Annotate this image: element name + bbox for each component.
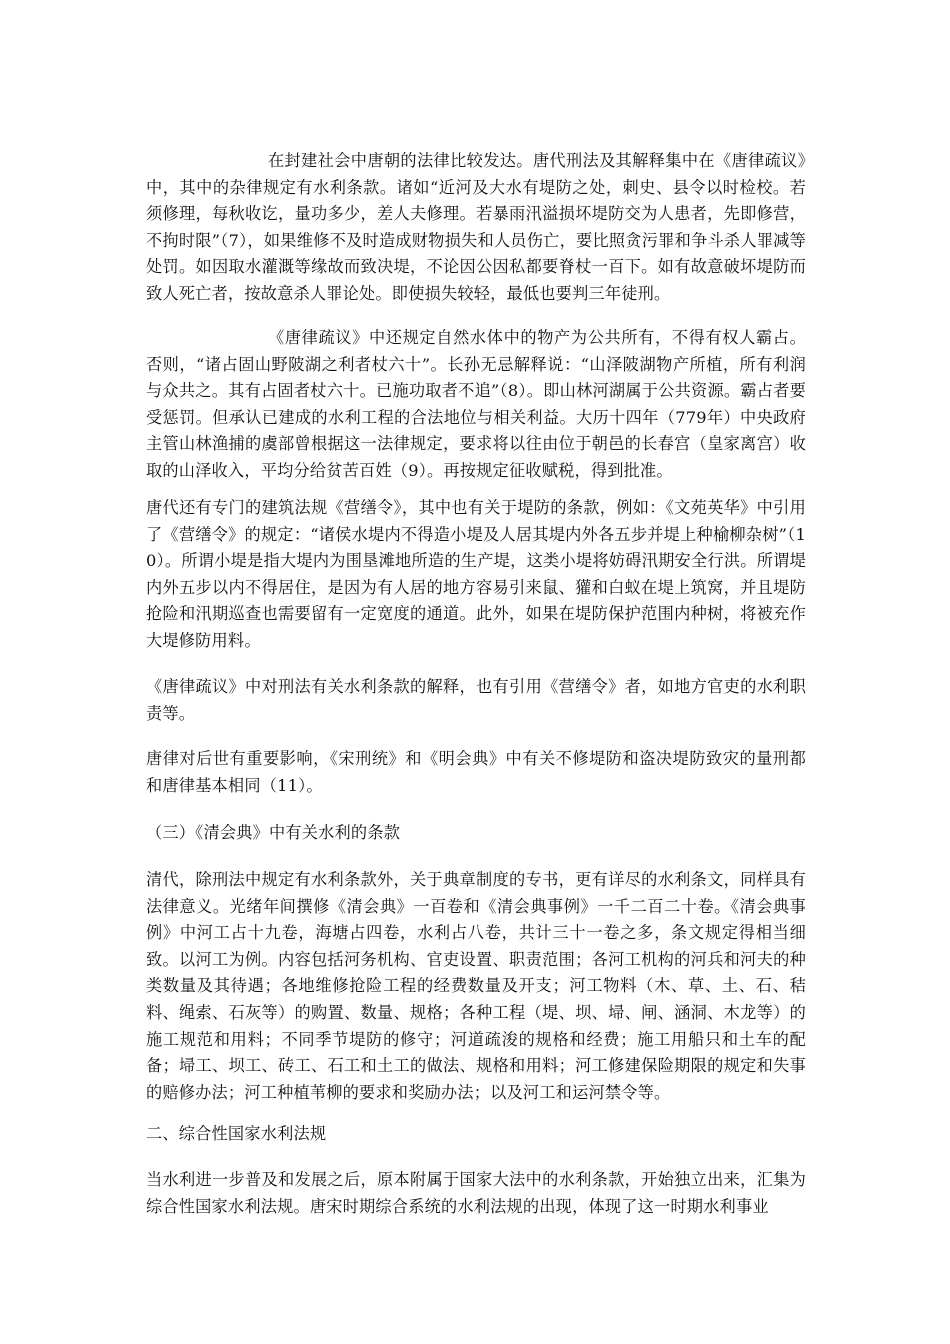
paragraph-interpretation: 《唐律疏议》中对刑法有关水利条款的解释，也有引用《营缮令》者，如地方官吏的水利职责等。 [146,677,806,723]
paragraph-public-resources: 《唐律疏议》中还规定自然水体中的物产为公共所有，不得有权人霸占。否则，“诸占固山野陂湖之利者杖六十”。长孙无忌解释说：“山泽陂湖物产所植，所有利润与众共之。其有占固者杖六十。已施功取者不追”（8）。即山林河湖属于公共资源。霸占者要受惩罚。但承认已建成的水利工程的合法地位与相关利益。大历十四年（779年）中央政府主管山林渔捕的虞部曾根据这一法律规定，要求将以往由位于朝邑的长春宫（皇家离宫）收取的山泽收入，平均分给贫苦百姓（9）。再按规定征收赋税，得到批准。 [146,328,806,480]
paragraph-construction-code: 唐代还有专门的建筑法规《营缮令》，其中也有关于堤防的条款，例如：《文苑英华》中引用了《营缮令》的规定：“诸侯水堤内不得造小堤及人居其堤内外各五步并堤上种榆柳杂树”（10）。所谓小堤是指大堤内为围垦滩地所造的生产堤，这类小堤将妨碍汛期安全行洪。所谓堤内外五步以内不得居住，是因为有人居的地方容易引来鼠、獾和白蚁在堤上筑窝，并且堤防抢险和汛期巡查也需要留有一定宽度的通道。此外，如果在堤防保护范围内种树，将被充作大堤修防用料。 [146,498,806,650]
paragraph-later-influence: 唐律对后世有重要影响，《宋刑统》和《明会典》中有关不修堤防和盗决堤防致灾的量刑都和唐律基本相同（11）。 [146,749,806,795]
paragraph-comprehensive-law: 当水利进一步普及和发展之后，原本附属于国家大法中的水利条款，开始独立出来，汇集为综合性国家水利法规。唐宋时期综合系统的水利法规的出现，体现了这一时期水利事业 [146,1170,806,1216]
paragraph-qing-dynasty: 清代，除刑法中规定有水利条款外，关于典章制度的专书，更有详尽的水利条文，同样具有法律意义。光绪年间撰修《清会典》一百卷和《清会典事例》一千二百二十卷。《清会典事例》中河工占十九卷，海塘占四卷，水利占八卷，共计三十一卷之多，条文规定得相当细致。以河工为例。内容包括河务机构、官吏设置、职责范围；各河工机构的河兵和河夫的种类数量及其待遇；各地维修抢险工程的经费数量及开支；河工物料（木、草、土、石、秸料、绳索、石灰等）的购置、数量、规格；各种工程（堤、坝、埽、闸、涵洞、木龙等）的施工规范和用料；不同季节堤防的修守；河道疏浚的规格和经费；施工用船只和土车的配备；埽工、坝工、砖工、石工和土工的做法、规格和用料；河工修建保险期限的规定和失事的赔修办法；河工种植苇柳的要求和奖励办法；以及河工和运河禁令等。 [146,870,806,1102]
paragraph-tang-law: 在封建社会中唐朝的法律比较发达。唐代刑法及其解释集中在《唐律疏议》中，其中的杂律规定有水利条款。诸如“近河及大水有堤防之处，刺史、县令以时检校。若须修理，每秋收讫，量功多少，差人夫修理。若暴雨汛溢损坏堤防交为人患者，先即修营，不拘时限”（7），如果维修不及时造成财物损失和人员伤亡，要比照贪污罪和争斗杀人罪减等处罚。如因取水灌溉等缘故而致决堤，不论因公因私都要脊杖一百下。如有故意破坏堤防而致人死亡者，按故意杀人罪论处。即使损失较轻，最低也要判三年徒刑。 [146,151,806,303]
section-heading-qing-huidian: （三）《清会典》中有关水利的条款 [146,823,401,842]
section-heading-comprehensive-law: 二、综合性国家水利法规 [146,1124,327,1143]
